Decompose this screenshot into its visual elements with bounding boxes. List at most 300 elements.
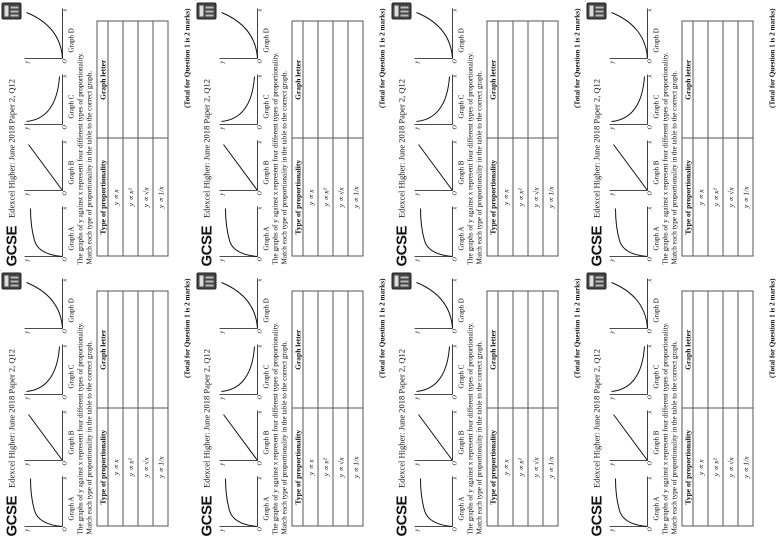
calculator-icon bbox=[391, 2, 411, 19]
graph-b bbox=[412, 138, 464, 198]
table-header: Type of proportionality bbox=[292, 408, 303, 526]
axis-y-label: y bbox=[219, 192, 225, 195]
question-line: Match each type of proportionality in the table to the correct graph. bbox=[669, 340, 678, 534]
answer-table bbox=[96, 20, 168, 256]
table-row bbox=[543, 291, 558, 526]
axis-y-label: y bbox=[414, 396, 420, 399]
table-row bbox=[348, 21, 363, 256]
table-header: Graph letter bbox=[97, 21, 108, 139]
graph-label: Graph C bbox=[652, 94, 660, 118]
origin-label: O bbox=[62, 58, 68, 63]
origin-label: O bbox=[452, 460, 458, 465]
origin-label: O bbox=[647, 394, 653, 399]
axis-x-label: x bbox=[62, 74, 68, 77]
origin-label: O bbox=[62, 526, 68, 531]
graph-d bbox=[217, 276, 269, 336]
origin-label: O bbox=[257, 190, 263, 195]
graph-letter-field[interactable] bbox=[723, 291, 738, 409]
graph-a bbox=[217, 474, 269, 534]
question-line: The graphs of y against x represent four different types of proportionality. bbox=[76, 51, 84, 264]
answer-table bbox=[291, 290, 363, 526]
axis-y-label: y bbox=[24, 330, 30, 333]
question-source: Edexcel Higher: June 2018 Paper 2, Q12 bbox=[6, 78, 16, 218]
origin-label: O bbox=[647, 256, 653, 261]
axis-y-label: y bbox=[609, 330, 615, 333]
graph-d bbox=[607, 6, 659, 66]
graph-letter-field[interactable] bbox=[738, 21, 753, 139]
table-row bbox=[693, 291, 708, 526]
graph-label: Graph B bbox=[67, 160, 75, 184]
graph-row bbox=[217, 6, 269, 264]
origin-label: O bbox=[62, 460, 68, 465]
table-row bbox=[318, 21, 333, 256]
table-row bbox=[303, 291, 318, 526]
proportionality-cell: y ∝ 1/x bbox=[153, 138, 168, 256]
graph-letter-field[interactable] bbox=[153, 21, 168, 139]
total-marks: (Total for Question 1 is 2 marks) bbox=[573, 8, 581, 108]
axis-x-label: x bbox=[257, 74, 263, 77]
axis-x-label: x bbox=[257, 140, 263, 143]
origin-label: O bbox=[62, 190, 68, 195]
table-header: Graph letter bbox=[682, 291, 693, 409]
origin-label: O bbox=[257, 460, 263, 465]
graph-letter-field[interactable] bbox=[693, 21, 708, 139]
card-header bbox=[197, 4, 215, 266]
question-line: The graphs of y against x represent four different types of proportionality. bbox=[661, 321, 669, 534]
calculator-icon bbox=[391, 272, 411, 289]
table-row bbox=[318, 291, 333, 526]
axis-x-label: x bbox=[647, 206, 653, 209]
origin-label: O bbox=[452, 256, 458, 261]
graph-b bbox=[217, 138, 269, 198]
axis-x-label: x bbox=[452, 410, 458, 413]
axis-x-label: x bbox=[647, 476, 653, 479]
graph-letter-field[interactable] bbox=[708, 291, 723, 409]
graph-letter-field[interactable] bbox=[528, 291, 543, 409]
table-header: Type of proportionality bbox=[97, 408, 108, 526]
proportionality-cell: y ∝ x bbox=[303, 408, 318, 526]
graph-label: Graph D bbox=[652, 27, 660, 52]
table-row bbox=[708, 21, 723, 256]
card-cell bbox=[0, 0, 195, 270]
total-marks: (Total for Question 1 is 2 marks) bbox=[183, 278, 191, 378]
axis-x-label: x bbox=[62, 476, 68, 479]
axis-y-label: y bbox=[219, 462, 225, 465]
graph-label: Graph A bbox=[652, 496, 660, 520]
proportionality-cell: y ∝ x bbox=[693, 138, 708, 256]
axis-y-label: y bbox=[24, 528, 30, 531]
calculator-icon bbox=[1, 2, 21, 19]
question-line: The graphs of y against x represent four different types of proportionality. bbox=[271, 321, 279, 534]
question-text bbox=[76, 6, 93, 264]
origin-label: O bbox=[257, 58, 263, 63]
graph-letter-field[interactable] bbox=[348, 21, 363, 139]
gcse-logo: GCSE bbox=[2, 495, 20, 536]
axis-y-label: y bbox=[24, 192, 30, 195]
proportionality-cell: y ∝ 1/x bbox=[738, 408, 753, 526]
graph-b bbox=[217, 408, 269, 468]
total-marks: (Total for Question 1 is 2 marks) bbox=[378, 278, 386, 378]
table-row bbox=[153, 291, 168, 526]
question-source: Edexcel Higher: June 2018 Paper 2, Q12 bbox=[591, 348, 601, 488]
table-row bbox=[738, 291, 753, 526]
axis-x-label: x bbox=[257, 476, 263, 479]
graph-label: Graph A bbox=[457, 496, 465, 520]
gcse-logo: GCSE bbox=[2, 225, 20, 266]
question-card bbox=[195, 0, 390, 270]
axis-y-label: y bbox=[609, 126, 615, 129]
proportionality-cell: y ∝ x² bbox=[513, 408, 528, 526]
origin-label: O bbox=[452, 328, 458, 333]
card-header bbox=[197, 274, 215, 536]
axis-x-label: x bbox=[257, 344, 263, 347]
graph-label: Graph A bbox=[262, 496, 270, 520]
proportionality-cell: y ∝ x² bbox=[318, 138, 333, 256]
graph-letter-field[interactable] bbox=[498, 21, 513, 139]
table-header: Type of proportionality bbox=[292, 138, 303, 256]
graph-letter-field[interactable] bbox=[138, 21, 153, 139]
proportionality-cell: y ∝ √x bbox=[723, 408, 738, 526]
graph-a bbox=[22, 474, 74, 534]
origin-label: O bbox=[647, 526, 653, 531]
question-text bbox=[661, 6, 678, 264]
graph-letter-field[interactable] bbox=[513, 21, 528, 139]
axis-y-label: y bbox=[219, 60, 225, 63]
gcse-logo: GCSE bbox=[587, 495, 605, 536]
gcse-logo: GCSE bbox=[392, 225, 410, 266]
question-line: Match each type of proportionality in the table to the correct graph. bbox=[84, 340, 93, 534]
axis-y-label: y bbox=[24, 60, 30, 63]
card-header bbox=[392, 4, 410, 266]
table-row bbox=[498, 291, 513, 526]
graph-letter-field[interactable] bbox=[108, 21, 123, 139]
calculator-icon bbox=[1, 272, 21, 289]
answer-table bbox=[291, 20, 363, 256]
graph-letter-field[interactable] bbox=[303, 21, 318, 139]
table-header: Graph letter bbox=[97, 291, 108, 409]
graph-b bbox=[607, 408, 659, 468]
graph-label: Graph C bbox=[67, 94, 75, 118]
graph-label: Graph B bbox=[262, 430, 270, 454]
axis-x-label: x bbox=[452, 8, 458, 11]
graph-c bbox=[217, 72, 269, 132]
table-row bbox=[153, 21, 168, 256]
question-text bbox=[271, 276, 288, 534]
table-header: Graph letter bbox=[487, 21, 498, 139]
origin-label: O bbox=[647, 190, 653, 195]
graph-letter-field[interactable] bbox=[498, 291, 513, 409]
origin-label: O bbox=[62, 394, 68, 399]
axis-y-label: y bbox=[414, 192, 420, 195]
question-card bbox=[585, 0, 780, 270]
question-source: Edexcel Higher: June 2018 Paper 2, Q12 bbox=[6, 348, 16, 488]
answer-table bbox=[486, 20, 558, 256]
origin-label: O bbox=[647, 58, 653, 63]
card-cell bbox=[390, 270, 585, 540]
axis-x-label: x bbox=[257, 410, 263, 413]
proportionality-cell: y ∝ 1/x bbox=[543, 408, 558, 526]
graph-c bbox=[22, 342, 74, 402]
graph-letter-field[interactable] bbox=[108, 291, 123, 409]
card-header bbox=[392, 274, 410, 536]
graph-label: Graph D bbox=[262, 297, 270, 322]
table-row bbox=[528, 291, 543, 526]
calculator-icon bbox=[196, 272, 216, 289]
proportionality-cell: y ∝ x² bbox=[123, 138, 138, 256]
table-row bbox=[348, 291, 363, 526]
graph-letter-field[interactable] bbox=[693, 291, 708, 409]
axis-x-label: x bbox=[62, 140, 68, 143]
graph-label: Graph A bbox=[652, 226, 660, 250]
graph-c bbox=[607, 72, 659, 132]
axis-y-label: y bbox=[24, 258, 30, 261]
axis-y-label: y bbox=[414, 330, 420, 333]
question-line: Match each type of proportionality in the table to the correct graph. bbox=[474, 70, 483, 264]
axis-x-label: x bbox=[62, 8, 68, 11]
proportionality-cell: y ∝ √x bbox=[138, 138, 153, 256]
graph-letter-field[interactable] bbox=[723, 21, 738, 139]
graph-letter-field[interactable] bbox=[333, 21, 348, 139]
origin-label: O bbox=[452, 58, 458, 63]
axis-x-label: x bbox=[647, 278, 653, 281]
table-row bbox=[108, 291, 123, 526]
graph-label: Graph A bbox=[262, 226, 270, 250]
table-row bbox=[138, 291, 153, 526]
table-row bbox=[108, 21, 123, 256]
question-line: Match each type of proportionality in the table to the correct graph. bbox=[279, 70, 288, 264]
graph-label: Graph D bbox=[457, 27, 465, 52]
question-text bbox=[271, 6, 288, 264]
question-text bbox=[466, 276, 483, 534]
proportionality-cell: y ∝ x bbox=[303, 138, 318, 256]
graph-c bbox=[412, 72, 464, 132]
graph-a bbox=[607, 474, 659, 534]
graph-letter-field[interactable] bbox=[123, 291, 138, 409]
axis-y-label: y bbox=[609, 192, 615, 195]
graph-letter-field[interactable] bbox=[138, 291, 153, 409]
graph-row bbox=[217, 276, 269, 534]
graph-row bbox=[22, 6, 74, 264]
axis-y-label: y bbox=[219, 528, 225, 531]
proportionality-cell: y ∝ x² bbox=[318, 408, 333, 526]
proportionality-cell: y ∝ x bbox=[108, 408, 123, 526]
proportionality-cell: y ∝ √x bbox=[333, 138, 348, 256]
graph-label: Graph B bbox=[262, 160, 270, 184]
graph-letter-field[interactable] bbox=[513, 291, 528, 409]
gcse-logo: GCSE bbox=[197, 225, 215, 266]
axis-x-label: x bbox=[62, 344, 68, 347]
axis-y-label: y bbox=[24, 462, 30, 465]
graph-b bbox=[22, 408, 74, 468]
axis-y-label: y bbox=[609, 528, 615, 531]
graph-b bbox=[607, 138, 659, 198]
table-row bbox=[723, 21, 738, 256]
gcse-logo: GCSE bbox=[392, 495, 410, 536]
table-header: Type of proportionality bbox=[97, 138, 108, 256]
origin-label: O bbox=[257, 124, 263, 129]
graph-letter-field[interactable] bbox=[708, 21, 723, 139]
origin-label: O bbox=[452, 190, 458, 195]
graph-label: Graph D bbox=[67, 27, 75, 52]
graph-label: Graph C bbox=[457, 364, 465, 388]
answer-table bbox=[681, 20, 753, 256]
axis-x-label: x bbox=[62, 278, 68, 281]
card-cell bbox=[390, 0, 585, 270]
graph-label: Graph C bbox=[67, 364, 75, 388]
graph-letter-field[interactable] bbox=[333, 291, 348, 409]
axis-x-label: x bbox=[647, 8, 653, 11]
table-row bbox=[498, 21, 513, 256]
axis-x-label: x bbox=[647, 410, 653, 413]
answer-table bbox=[486, 290, 558, 526]
axis-y-label: y bbox=[414, 528, 420, 531]
graph-a bbox=[412, 474, 464, 534]
card-header bbox=[587, 4, 605, 266]
question-card bbox=[585, 270, 780, 540]
graph-label: Graph B bbox=[652, 160, 660, 184]
question-line: The graphs of y against x represent four different types of proportionality. bbox=[466, 321, 474, 534]
answer-table bbox=[96, 290, 168, 526]
axis-x-label: x bbox=[647, 140, 653, 143]
graph-label: Graph B bbox=[457, 430, 465, 454]
graph-label: Graph C bbox=[652, 364, 660, 388]
graph-label: Graph B bbox=[67, 430, 75, 454]
axis-y-label: y bbox=[219, 126, 225, 129]
question-card bbox=[0, 0, 195, 270]
card-header bbox=[2, 4, 20, 266]
table-header: Type of proportionality bbox=[682, 138, 693, 256]
axis-y-label: y bbox=[414, 126, 420, 129]
axis-x-label: x bbox=[257, 8, 263, 11]
gcse-logo: GCSE bbox=[587, 225, 605, 266]
graph-letter-field[interactable] bbox=[528, 21, 543, 139]
axis-x-label: x bbox=[452, 344, 458, 347]
proportionality-cell: y ∝ √x bbox=[528, 408, 543, 526]
table-header: Type of proportionality bbox=[487, 408, 498, 526]
graph-c bbox=[22, 72, 74, 132]
question-line: The graphs of y against x represent four different types of proportionality. bbox=[661, 51, 669, 264]
question-card bbox=[390, 270, 585, 540]
graph-a bbox=[607, 204, 659, 264]
axis-x-label: x bbox=[62, 206, 68, 209]
question-text bbox=[76, 276, 93, 534]
proportionality-cell: y ∝ √x bbox=[333, 408, 348, 526]
axis-x-label: x bbox=[647, 74, 653, 77]
table-row bbox=[123, 291, 138, 526]
question-card bbox=[390, 0, 585, 270]
table-row bbox=[123, 21, 138, 256]
graph-letter-field[interactable] bbox=[543, 21, 558, 139]
graph-letter-field[interactable] bbox=[348, 291, 363, 409]
calculator-icon bbox=[586, 272, 606, 289]
graph-letter-field[interactable] bbox=[318, 291, 333, 409]
graph-label: Graph A bbox=[67, 226, 75, 250]
table-header: Graph letter bbox=[292, 21, 303, 139]
origin-label: O bbox=[647, 124, 653, 129]
total-marks: (Total for Question 1 is 2 marks) bbox=[573, 278, 581, 378]
graph-label: Graph C bbox=[457, 94, 465, 118]
axis-x-label: x bbox=[452, 476, 458, 479]
graph-label: Graph C bbox=[262, 364, 270, 388]
origin-label: O bbox=[647, 328, 653, 333]
proportionality-cell: y ∝ √x bbox=[528, 138, 543, 256]
question-line: Match each type of proportionality in the table to the correct graph. bbox=[279, 340, 288, 534]
axis-x-label: x bbox=[452, 278, 458, 281]
graph-row bbox=[22, 276, 74, 534]
graph-label: Graph A bbox=[67, 496, 75, 520]
table-row bbox=[528, 21, 543, 256]
graph-letter-field[interactable] bbox=[153, 291, 168, 409]
graph-letter-field[interactable] bbox=[123, 21, 138, 139]
proportionality-cell: y ∝ x² bbox=[708, 138, 723, 256]
table-row bbox=[543, 21, 558, 256]
proportionality-cell: y ∝ x bbox=[108, 138, 123, 256]
graph-a bbox=[217, 204, 269, 264]
table-row bbox=[303, 21, 318, 256]
origin-label: O bbox=[452, 394, 458, 399]
graph-row bbox=[607, 6, 659, 264]
table-header: Graph letter bbox=[292, 291, 303, 409]
card-header bbox=[587, 274, 605, 536]
table-header: Graph letter bbox=[487, 291, 498, 409]
table-row bbox=[693, 21, 708, 256]
graph-letter-field[interactable] bbox=[303, 291, 318, 409]
total-marks: (Total for Question 1 is 2 marks) bbox=[768, 278, 776, 378]
graph-d bbox=[607, 276, 659, 336]
table-row bbox=[333, 291, 348, 526]
table-row bbox=[513, 21, 528, 256]
graph-letter-field[interactable] bbox=[738, 291, 753, 409]
proportionality-cell: y ∝ √x bbox=[138, 408, 153, 526]
origin-label: O bbox=[257, 394, 263, 399]
question-line: The graphs of y against x represent four different types of proportionality. bbox=[271, 51, 279, 264]
graph-label: Graph B bbox=[652, 430, 660, 454]
graph-letter-field[interactable] bbox=[543, 291, 558, 409]
axis-y-label: y bbox=[414, 258, 420, 261]
question-source: Edexcel Higher: June 2018 Paper 2, Q12 bbox=[201, 348, 211, 488]
origin-label: O bbox=[452, 124, 458, 129]
origin-label: O bbox=[62, 124, 68, 129]
proportionality-cell: y ∝ 1/x bbox=[543, 138, 558, 256]
axis-x-label: x bbox=[452, 74, 458, 77]
axis-x-label: x bbox=[257, 206, 263, 209]
card-header bbox=[2, 274, 20, 536]
proportionality-cell: y ∝ 1/x bbox=[348, 138, 363, 256]
table-row bbox=[738, 21, 753, 256]
total-marks: (Total for Question 1 is 2 marks) bbox=[768, 8, 776, 108]
question-card bbox=[0, 270, 195, 540]
question-line: Match each type of proportionality in the table to the correct graph. bbox=[84, 70, 93, 264]
graph-c bbox=[217, 342, 269, 402]
proportionality-cell: y ∝ x bbox=[498, 138, 513, 256]
question-source: Edexcel Higher: June 2018 Paper 2, Q12 bbox=[396, 348, 406, 488]
axis-y-label: y bbox=[609, 462, 615, 465]
origin-label: O bbox=[62, 256, 68, 261]
graph-row bbox=[412, 276, 464, 534]
graph-b bbox=[412, 408, 464, 468]
graph-letter-field[interactable] bbox=[318, 21, 333, 139]
graph-d bbox=[412, 276, 464, 336]
axis-x-label: x bbox=[452, 140, 458, 143]
axis-y-label: y bbox=[24, 126, 30, 129]
table-row bbox=[138, 21, 153, 256]
axis-y-label: y bbox=[414, 462, 420, 465]
axis-x-label: x bbox=[257, 278, 263, 281]
table-header: Graph letter bbox=[682, 21, 693, 139]
graph-label: Graph B bbox=[457, 160, 465, 184]
calculator-icon bbox=[586, 2, 606, 19]
graph-label: Graph D bbox=[652, 297, 660, 322]
